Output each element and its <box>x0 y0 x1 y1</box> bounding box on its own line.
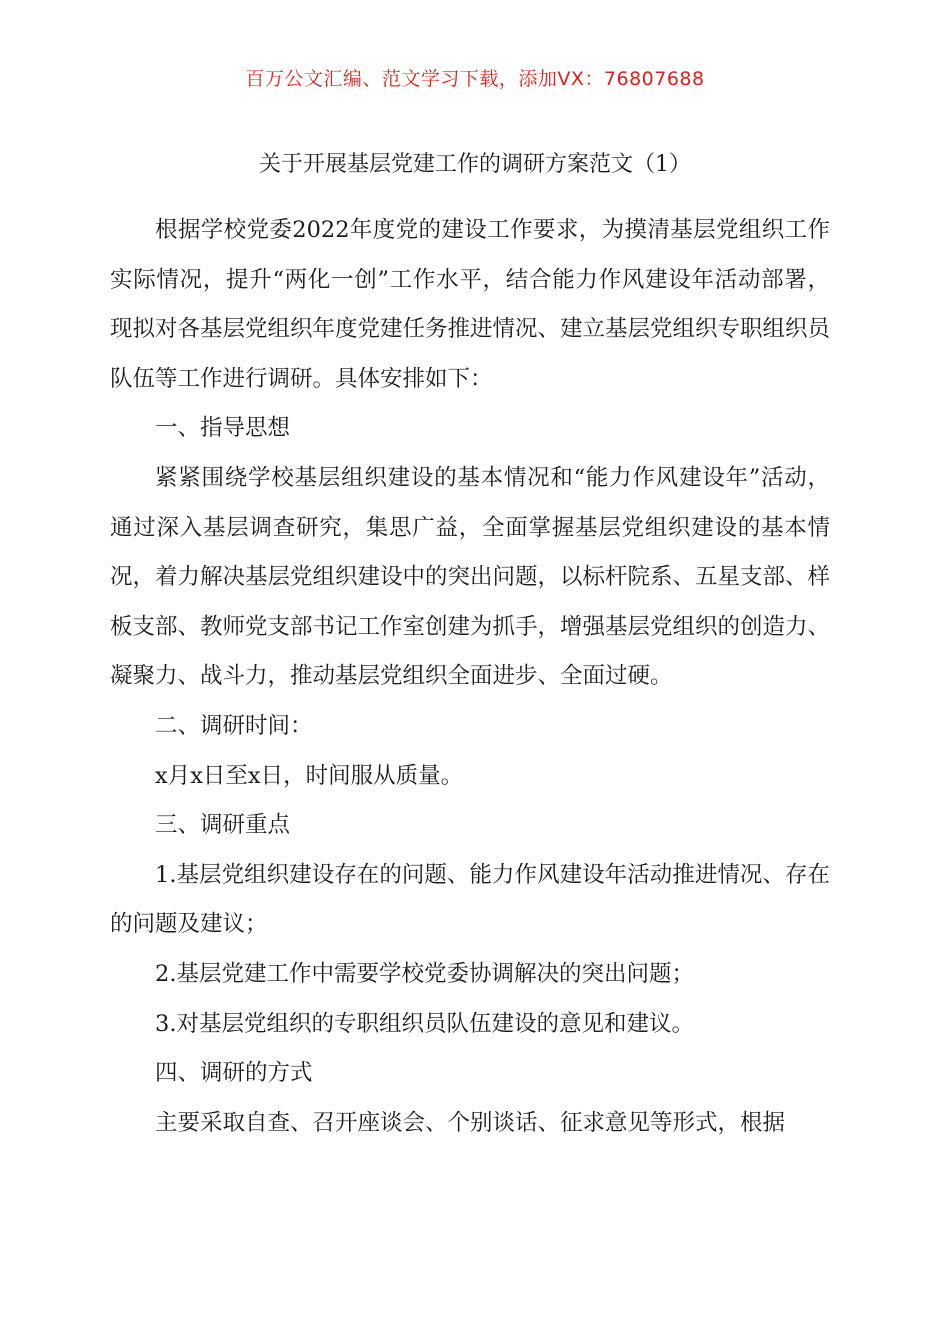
section-heading-guiding-ideology: 一、指导思想 <box>155 415 291 442</box>
focus-item-1: 1.基层党组织建设存在的问题、能力作风建设年活动推进情况、存在的问题及建议； <box>110 861 830 938</box>
intro-paragraph: 根据学校党委2022年度党的建设工作要求，为摸清基层党组织工作实际情况，提升“两化一创”工作水平，结合能力作风建设年活动部署，现拟对各基层党组织年度党建任务推进情况、建立基层党组织专职组织员队伍等工作进行调研。具体安排如下： <box>110 217 831 392</box>
document-body <box>110 206 830 1148</box>
section-heading-research-time: 二、调研时间： <box>155 712 313 739</box>
research-method-paragraph: 主要采取自查、召开座谈会、个别谈话、征求意见等形式，根据 <box>155 1109 786 1136</box>
guiding-ideology-paragraph: 紧紧围绕学校基层组织建设的基本情况和“能力作风建设年”活动，通过深入基层调查研究，集思广益，全面掌握基层党组织建设的基本情况，着力解决基层党组织建设中的突出问题，以标杆院系、五星支部、样板支部、教师党支部书记工作室创建为抓手，增强基层党组织的创造力、凝聚力、战斗力，推动基层党组织全面进步、全面过硬。 <box>110 464 831 690</box>
section-heading-research-method: 四、调研的方式 <box>155 1060 313 1087</box>
document-title: 关于开展基层党建工作的调研方案范文（1） <box>259 152 691 177</box>
focus-item-3: 3.对基层党组织的专职组织员队伍建设的意见和建议。 <box>155 1010 694 1037</box>
section-heading-research-focus: 三、调研重点 <box>155 812 291 839</box>
research-time-paragraph: x月x日至x日，时间服从质量。 <box>155 762 464 789</box>
promo-banner: 百万公文汇编、范文学习下载，添加VX：76807688 <box>245 68 705 90</box>
focus-item-2: 2.基层党建工作中需要学校党委协调解决的突出问题； <box>155 960 694 987</box>
